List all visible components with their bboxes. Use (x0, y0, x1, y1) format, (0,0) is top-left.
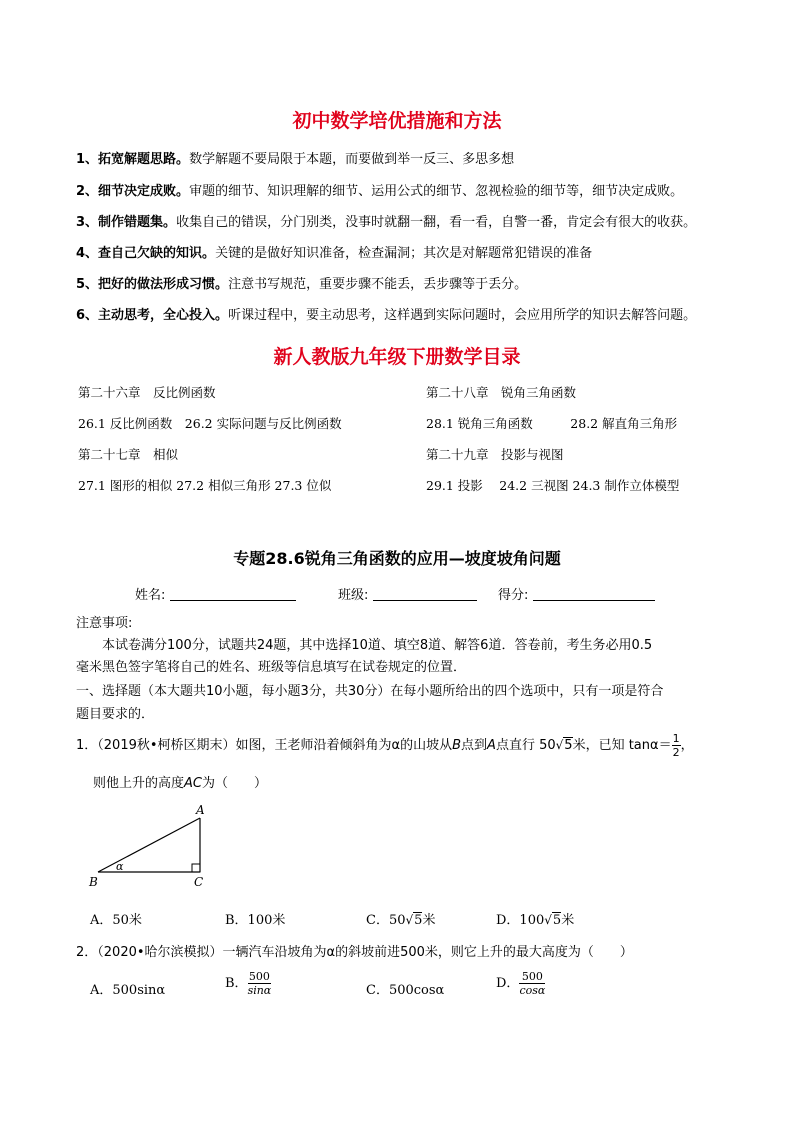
name-blank[interactable] (170, 587, 296, 601)
tip-3: 3、制作错题集。收集自己的错误，分门别类，没事时就翻一翻，看一看，自警一番，肯定会有很大的收获。 (76, 215, 697, 230)
section1-heading-line-1: 一、选择题（本大题共10小题，每小题3分，共30分）在每小题所给出的四个选项中，只有一项是符合 (76, 684, 664, 699)
name-field[interactable]: 姓名: (135, 584, 296, 603)
tip-4: 4、查自己欠缺的知识。关键的是做好知识准备，检查漏洞；其次是对解题常犯错误的准备 (76, 246, 593, 261)
toc-chapter-28: 第二十八章 锐角三角函数 (426, 385, 577, 400)
question-1-text: 1．（2019秋•柯桥区期末）如图，王老师沿着倾斜角为α的山坡从B点到A点直行 50√5米，已知 tanα＝ $\frac{1}{2}$ ， (76, 732, 694, 759)
class-blank[interactable] (373, 587, 477, 601)
q1-option-a[interactable]: A．50米 (90, 913, 142, 928)
q2-option-d[interactable]: D． $\frac{500}{\cos\alpha}$ (496, 970, 546, 997)
q2-option-b[interactable]: B． $\frac{500}{\sin\alpha}$ (225, 970, 272, 997)
q1-option-d[interactable]: D．100√5米 (496, 913, 575, 928)
tip-5: 5、把好的做法形成习惯。注意书写规范，重要步骤不能丢，丢步骤等于丢分。 (76, 277, 528, 292)
class-field[interactable]: 班级: (338, 584, 477, 603)
toc-chapter-28-sections: 28.1 锐角三角函数 28.2 解直角三角形 (426, 416, 678, 431)
toc-chapter-27: 第二十七章 相似 (78, 447, 179, 462)
toc-chapter-26-sections: 26.1 反比例函数 26.2 实际问题与反比例函数 (78, 416, 342, 431)
notice-line-2: 毫米黑色签字笔将自己的姓名、班级等信息填写在试卷规定的位置． (76, 660, 467, 675)
question-2-text: 2．（2020•哈尔滨模拟）一辆汽车沿坡角为α的斜坡前进500米，则它上升的最大高度为（ ） (76, 945, 633, 960)
score-field[interactable]: 得分: (498, 584, 655, 603)
toc-chapter-29-sections: 29.1 投影 24.2 三视图 24.3 制作立体模型 (426, 478, 680, 493)
q2-option-a[interactable]: A．500sinα (90, 983, 166, 998)
section1-heading-line-2: 题目要求的． (76, 707, 155, 722)
toc-chapter-29: 第二十九章 投影与视图 (426, 447, 564, 462)
q1-option-c[interactable]: C．50√5米 (366, 913, 436, 928)
right-angle-marker (192, 864, 200, 872)
tip-1: 1、拓宽解题思路。数学解题不要局限于本题，而要做到举一反三、多思多想 (76, 152, 515, 167)
label-alpha: α (116, 860, 124, 873)
toc-chapter-26: 第二十六章 反比例函数 (78, 385, 216, 400)
score-blank[interactable] (533, 587, 655, 601)
tip-2: 2、细节决定成败。审题的细节、知识理解的细节、运用公式的细节、忽视检验的细节等，细节决定成败。 (76, 184, 684, 199)
toc-title: 新人教版九年级下册数学目录 (273, 346, 521, 368)
label-a: A (196, 803, 205, 817)
notice-line-1: 本试卷满分100分，试题共24题，其中选择10道、填空8道、解答6道．答卷前，考生务必用0.5 (102, 638, 653, 653)
q1-option-b[interactable]: B．100米 (225, 913, 286, 928)
question-1-line-2: 则他上升的高度AC为（ ） (93, 776, 268, 791)
tips-title: 初中数学培优措施和方法 (292, 110, 502, 132)
slope-triangle-figure (86, 800, 216, 892)
exam-title: 专题28.6锐角三角函数的应用—坡度坡角问题 (233, 549, 561, 568)
label-b: B (89, 875, 98, 889)
tan-fraction: $\frac{1}{2}$ (672, 732, 680, 759)
label-c: C (194, 875, 204, 889)
triangle-slope-ab (98, 818, 200, 872)
tip-6: 6、主动思考，全心投入。听课过程中，要主动思考，这样遇到实际问题时，会应用所学的知识去解答问题。 (76, 308, 697, 323)
toc-chapter-27-sections: 27.1 图形的相似 27.2 相似三角形 27.3 位似 (78, 478, 332, 493)
notice-label: 注意事项: (76, 616, 133, 631)
q2-option-c[interactable]: C．500cosα (366, 983, 445, 998)
